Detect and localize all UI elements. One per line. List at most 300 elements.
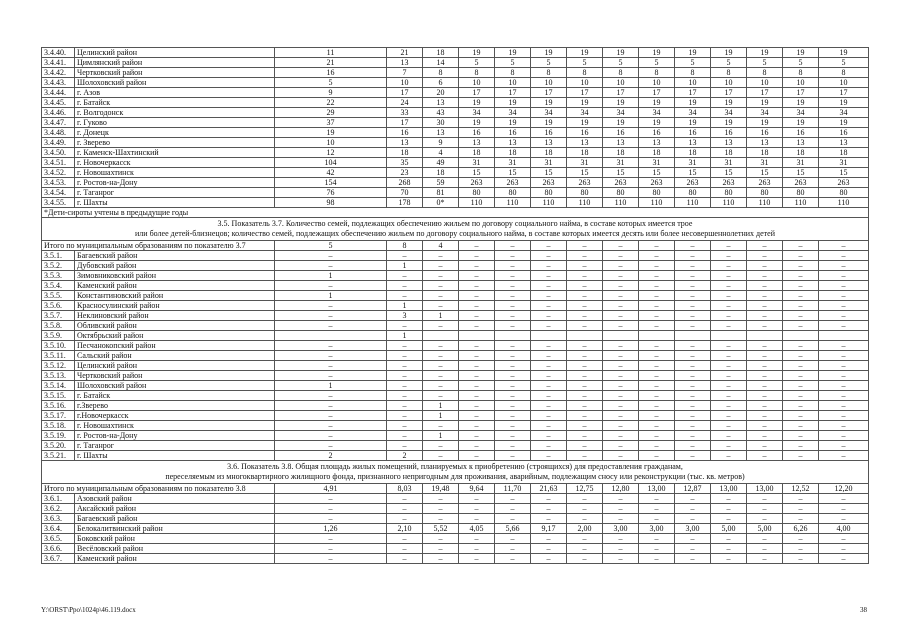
value-cell (423, 331, 459, 341)
value-cell: – (783, 291, 819, 301)
value-cell: 110 (567, 198, 603, 208)
value-cell: – (747, 251, 783, 261)
value-cell: 29 (275, 108, 387, 118)
row-name: Обливский район (75, 321, 275, 331)
row-name: Константиновский район (75, 291, 275, 301)
value-cell: 19 (747, 118, 783, 128)
table-row (42, 291, 869, 301)
value-cell: – (603, 494, 639, 504)
value-cell: 31 (711, 158, 747, 168)
value-cell: – (531, 494, 567, 504)
row-number: 3.5.5. (42, 291, 75, 301)
row-name: Сальский район (75, 351, 275, 361)
value-cell: – (459, 411, 495, 421)
value-cell: – (639, 391, 675, 401)
value-cell: – (819, 271, 869, 281)
value-cell: – (783, 494, 819, 504)
value-cell: 17 (747, 88, 783, 98)
total-value-cell: 21,63 (531, 484, 567, 494)
row-number: 3.5.21. (42, 451, 75, 461)
value-cell: 19 (495, 118, 531, 128)
value-cell: – (819, 361, 869, 371)
value-cell: – (675, 261, 711, 271)
row-name: г. Зверево (75, 138, 275, 148)
value-cell: – (747, 351, 783, 361)
value-cell: 1 (387, 261, 423, 271)
table-row (42, 351, 869, 361)
value-cell: – (567, 371, 603, 381)
value-cell: – (639, 534, 675, 544)
value-cell: – (747, 441, 783, 451)
section-title-line: или более детей-близнецов; количество семей, подлежащих обеспечению жильем по договору социального найма, в составе которых имеется десять или более несовершеннолетних детей (135, 229, 775, 238)
value-cell: – (531, 251, 567, 261)
row-name: Белокалитвинский район (75, 524, 275, 534)
value-cell: – (747, 291, 783, 301)
table-row (42, 544, 869, 554)
value-cell: 263 (567, 178, 603, 188)
row-number: 3.6.2. (42, 504, 75, 514)
value-cell: – (747, 311, 783, 321)
value-cell: – (459, 361, 495, 371)
value-cell: 110 (819, 198, 869, 208)
row-name: Красносулинский район (75, 301, 275, 311)
value-cell: 110 (675, 198, 711, 208)
value-cell: – (459, 431, 495, 441)
value-cell: – (675, 251, 711, 261)
value-cell: – (747, 544, 783, 554)
value-cell: – (711, 271, 747, 281)
value-cell: 7 (387, 68, 423, 78)
value-cell: – (711, 321, 747, 331)
document-page (41, 47, 868, 564)
value-cell: – (783, 411, 819, 421)
total-value-cell: – (639, 241, 675, 251)
value-cell: – (783, 554, 819, 564)
value-cell: – (711, 351, 747, 361)
value-cell: – (639, 451, 675, 461)
value-cell: – (675, 321, 711, 331)
row-number: 3.4.43. (42, 78, 75, 88)
value-cell: – (819, 544, 869, 554)
value-cell (603, 331, 639, 341)
value-cell: – (819, 251, 869, 261)
value-cell: – (495, 401, 531, 411)
value-cell: 19 (459, 118, 495, 128)
value-cell: 34 (567, 108, 603, 118)
value-cell: – (567, 311, 603, 321)
value-cell: 13 (459, 138, 495, 148)
value-cell: – (675, 514, 711, 524)
value-cell: 80 (747, 188, 783, 198)
value-cell: – (603, 391, 639, 401)
value-cell: 18 (783, 148, 819, 158)
value-cell: – (639, 281, 675, 291)
value-cell: – (387, 371, 423, 381)
value-cell: – (387, 351, 423, 361)
value-cell: – (819, 421, 869, 431)
row-number: 3.4.44. (42, 88, 75, 98)
value-cell: 12 (275, 148, 387, 158)
total-value-cell: – (531, 241, 567, 251)
value-cell: – (459, 271, 495, 281)
value-cell: – (783, 361, 819, 371)
value-cell: 19 (783, 48, 819, 58)
row-name: Багаевский район (75, 251, 275, 261)
value-cell: – (567, 321, 603, 331)
value-cell: 2 (275, 451, 387, 461)
row-number: 3.6.3. (42, 514, 75, 524)
value-cell: 1 (423, 411, 459, 421)
total-label: Итого по муниципальным образованиям по показателю 3.8 (42, 484, 275, 494)
value-cell: 19 (275, 128, 387, 138)
value-cell: 13 (819, 138, 869, 148)
value-cell: – (747, 411, 783, 421)
value-cell: – (531, 341, 567, 351)
value-cell: – (675, 401, 711, 411)
value-cell: 19 (639, 118, 675, 128)
value-cell: 10 (459, 78, 495, 88)
value-cell: – (639, 401, 675, 411)
value-cell: – (275, 261, 387, 271)
value-cell: – (675, 504, 711, 514)
row-number: 3.5.20. (42, 441, 75, 451)
value-cell: – (603, 361, 639, 371)
value-cell: 5,00 (747, 524, 783, 534)
value-cell: – (675, 271, 711, 281)
value-cell: 16 (495, 128, 531, 138)
row-name: Песчанокопский район (75, 341, 275, 351)
value-cell: – (531, 301, 567, 311)
value-cell: 8 (531, 68, 567, 78)
value-cell: – (567, 421, 603, 431)
value-cell: 17 (819, 88, 869, 98)
value-cell: 31 (675, 158, 711, 168)
value-cell: 15 (639, 168, 675, 178)
row-name: Каменский район (75, 554, 275, 564)
value-cell: – (711, 441, 747, 451)
value-cell: – (531, 381, 567, 391)
value-cell: 21 (275, 58, 387, 68)
value-cell: 19 (531, 118, 567, 128)
value-cell: – (423, 291, 459, 301)
value-cell: 34 (819, 108, 869, 118)
value-cell: – (783, 261, 819, 271)
value-cell: – (603, 381, 639, 391)
value-cell: – (711, 411, 747, 421)
value-cell: 16 (783, 128, 819, 138)
value-cell: 1 (275, 381, 387, 391)
value-cell: 15 (531, 168, 567, 178)
value-cell: – (639, 381, 675, 391)
value-cell: – (531, 554, 567, 564)
value-cell: 80 (783, 188, 819, 198)
value-cell: – (639, 321, 675, 331)
total-value-cell: – (459, 241, 495, 251)
value-cell: – (531, 504, 567, 514)
value-cell: – (387, 391, 423, 401)
table-row (42, 431, 869, 441)
value-cell: – (675, 544, 711, 554)
value-cell: – (747, 514, 783, 524)
value-cell: – (603, 291, 639, 301)
row-number: 3.5.8. (42, 321, 75, 331)
value-cell: 34 (459, 108, 495, 118)
value-cell: 31 (603, 158, 639, 168)
value-cell: – (675, 421, 711, 431)
value-cell: – (819, 494, 869, 504)
row-name: Багаевский район (75, 514, 275, 524)
value-cell: 18 (639, 148, 675, 158)
value-cell: 10 (819, 78, 869, 88)
value-cell: – (459, 391, 495, 401)
value-cell: – (819, 371, 869, 381)
table-row (42, 271, 869, 281)
value-cell: 18 (819, 148, 869, 158)
value-cell: – (275, 341, 387, 351)
value-cell: – (495, 504, 531, 514)
value-cell: – (387, 401, 423, 411)
value-cell: 23 (387, 168, 423, 178)
value-cell: 42 (275, 168, 387, 178)
value-cell: – (423, 271, 459, 281)
value-cell: 19 (711, 118, 747, 128)
value-cell: – (567, 341, 603, 351)
value-cell: – (459, 291, 495, 301)
value-cell: – (459, 321, 495, 331)
table-row (42, 391, 869, 401)
footnote-blank (387, 208, 869, 218)
value-cell: 17 (387, 118, 423, 128)
value-cell: – (819, 504, 869, 514)
value-cell: – (711, 251, 747, 261)
value-cell: 19 (531, 98, 567, 108)
value-cell: 16 (675, 128, 711, 138)
value-cell: 19 (567, 98, 603, 108)
footer-file-path: Y:\ORST\Ppo\1024p\46.119.docx (41, 606, 136, 614)
value-cell: 10 (711, 78, 747, 88)
value-cell: 263 (639, 178, 675, 188)
value-cell: – (495, 271, 531, 281)
value-cell: – (639, 431, 675, 441)
row-name: Каменский район (75, 281, 275, 291)
value-cell: 5 (459, 58, 495, 68)
value-cell: – (423, 534, 459, 544)
value-cell: 13 (639, 138, 675, 148)
value-cell: 21 (387, 48, 423, 58)
value-cell: 80 (495, 188, 531, 198)
value-cell: 17 (603, 88, 639, 98)
row-number: 3.6.4. (42, 524, 75, 534)
value-cell: – (567, 261, 603, 271)
value-cell: 1 (423, 311, 459, 321)
value-cell: – (675, 534, 711, 544)
row-name: г. Батайск (75, 391, 275, 401)
value-cell: 8 (495, 68, 531, 78)
value-cell: – (639, 441, 675, 451)
value-cell: 17 (459, 88, 495, 98)
value-cell: 13 (495, 138, 531, 148)
value-cell: 3,00 (603, 524, 639, 534)
value-cell: – (387, 431, 423, 441)
table-row (42, 158, 869, 168)
value-cell: – (567, 351, 603, 361)
table-row (42, 451, 869, 461)
value-cell: – (711, 361, 747, 371)
value-cell: 30 (423, 118, 459, 128)
value-cell: 19 (603, 48, 639, 58)
row-number: 3.4.40. (42, 48, 75, 58)
value-cell: – (423, 504, 459, 514)
value-cell: – (819, 441, 869, 451)
row-name: г. Волгодонск (75, 108, 275, 118)
value-cell: 6,26 (783, 524, 819, 534)
value-cell: 18 (711, 148, 747, 158)
value-cell: – (819, 534, 869, 544)
row-number: 3.4.53. (42, 178, 75, 188)
row-number: 3.4.50. (42, 148, 75, 158)
value-cell: 80 (639, 188, 675, 198)
row-name: г. Новочеркасск (75, 158, 275, 168)
value-cell: – (567, 494, 603, 504)
value-cell: – (819, 391, 869, 401)
value-cell: 8 (819, 68, 869, 78)
total-value-cell: – (711, 241, 747, 251)
table-row (42, 341, 869, 351)
value-cell: – (495, 261, 531, 271)
section-title-line: 3.5. Показатель 3.7. Количество семей, подлежащих обеспечению жильем по договору социального найма, в составе которых имеется трое (217, 219, 693, 228)
value-cell: – (495, 361, 531, 371)
value-cell: 19 (783, 118, 819, 128)
value-cell: – (783, 381, 819, 391)
value-cell: – (495, 431, 531, 441)
total-value-cell: 11,70 (495, 484, 531, 494)
value-cell: – (783, 311, 819, 321)
value-cell: – (819, 301, 869, 311)
table-row (42, 524, 869, 534)
value-cell: 5 (531, 58, 567, 68)
value-cell: – (675, 351, 711, 361)
table-row (42, 68, 869, 78)
value-cell: – (819, 321, 869, 331)
value-cell: – (275, 401, 387, 411)
value-cell: – (675, 441, 711, 451)
value-cell: – (639, 351, 675, 361)
value-cell: – (711, 494, 747, 504)
table-row (42, 178, 869, 188)
value-cell: – (387, 544, 423, 554)
value-cell: 19 (567, 118, 603, 128)
section-title-line: 3.6. Показатель 3.8. Общая площадь жилых помещений, планируемых к приобретению (строящихся) для предоставления гражданам, (227, 462, 683, 471)
row-number: 3.5.2. (42, 261, 75, 271)
value-cell: – (531, 451, 567, 461)
value-cell: – (531, 514, 567, 524)
total-value-cell: 12,20 (819, 484, 869, 494)
value-cell: 8 (675, 68, 711, 78)
value-cell: 110 (747, 198, 783, 208)
value-cell: 19 (747, 48, 783, 58)
row-name: г. Шахты (75, 451, 275, 461)
value-cell: – (603, 504, 639, 514)
value-cell: 110 (531, 198, 567, 208)
table-row (42, 251, 869, 261)
value-cell: 19 (603, 118, 639, 128)
total-row (42, 484, 869, 494)
value-cell (675, 331, 711, 341)
value-cell: 178 (387, 198, 423, 208)
value-cell: 263 (495, 178, 531, 188)
value-cell: – (783, 351, 819, 361)
value-cell: – (747, 431, 783, 441)
row-number: 3.4.41. (42, 58, 75, 68)
row-number: 3.4.48. (42, 128, 75, 138)
value-cell: – (783, 544, 819, 554)
value-cell: – (423, 554, 459, 564)
value-cell: – (603, 514, 639, 524)
value-cell (819, 331, 869, 341)
value-cell: – (531, 431, 567, 441)
value-cell: – (603, 401, 639, 411)
table-row (42, 48, 869, 58)
value-cell: – (639, 291, 675, 301)
value-cell: 5 (819, 58, 869, 68)
value-cell: 34 (639, 108, 675, 118)
total-value-cell: 13,00 (711, 484, 747, 494)
value-cell: – (639, 261, 675, 271)
value-cell: 18 (531, 148, 567, 158)
value-cell: 19 (819, 48, 869, 58)
table-row (42, 371, 869, 381)
value-cell: – (639, 251, 675, 261)
value-cell: – (567, 361, 603, 371)
value-cell: 10 (747, 78, 783, 88)
row-name: Весёловский район (75, 544, 275, 554)
row-name: Неклиновский район (75, 311, 275, 321)
total-value-cell: – (603, 241, 639, 251)
row-name: г. Каменск-Шахтинский (75, 148, 275, 158)
value-cell: 13 (675, 138, 711, 148)
value-cell: 5 (639, 58, 675, 68)
value-cell: – (495, 311, 531, 321)
value-cell: – (275, 391, 387, 401)
total-value-cell: 4,91 (275, 484, 387, 494)
value-cell: – (639, 544, 675, 554)
value-cell: 110 (495, 198, 531, 208)
table-row (42, 168, 869, 178)
value-cell: – (711, 391, 747, 401)
value-cell: 13 (423, 128, 459, 138)
value-cell: 1 (275, 291, 387, 301)
table-row (42, 261, 869, 271)
value-cell: – (783, 441, 819, 451)
row-number: 3.5.17. (42, 411, 75, 421)
value-cell: – (387, 271, 423, 281)
value-cell: 49 (423, 158, 459, 168)
value-cell: 1,26 (275, 524, 387, 534)
row-number: 3.5.10. (42, 341, 75, 351)
value-cell: – (567, 401, 603, 411)
value-cell: 110 (783, 198, 819, 208)
value-cell: – (639, 361, 675, 371)
value-cell: 19 (603, 98, 639, 108)
value-cell: – (275, 544, 387, 554)
value-cell: 8 (603, 68, 639, 78)
value-cell: 16 (747, 128, 783, 138)
value-cell: 16 (603, 128, 639, 138)
value-cell: – (711, 544, 747, 554)
value-cell: 31 (531, 158, 567, 168)
value-cell: 10 (495, 78, 531, 88)
table-row (42, 554, 869, 564)
